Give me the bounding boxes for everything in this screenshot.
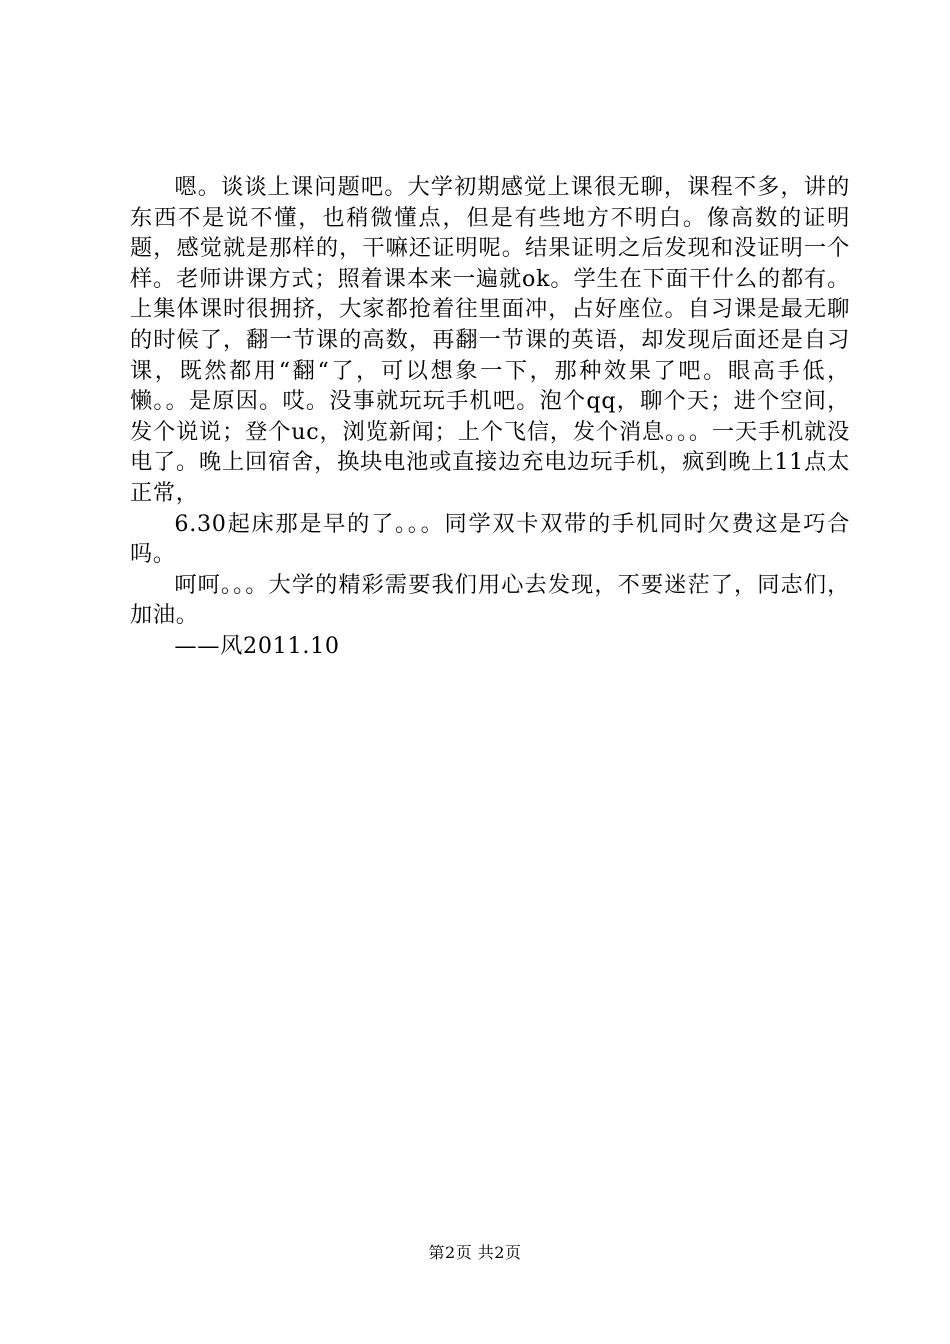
page-footer: 第2页 共2页 (428, 1243, 522, 1262)
paragraph-3: 呵呵。。。大学的精彩需要我们用心去发现，不要迷茫了，同志们，加油。 (130, 571, 850, 629)
document-body (130, 172, 850, 662)
paragraph-2: 6.30起床那是早的了。。。同学双卡双带的手机同时欠费这是巧合吗。 (130, 510, 850, 568)
signature-line: ——风2011.10 (174, 632, 340, 659)
paragraph-1: 嗯。谈谈上课问题吧。大学初期感觉上课很无聊，课程不多，讲的东西不是说不懂，也稍微懂点，但是有些地方不明白。像高数的证明题，感觉就是那样的，干嘛还证明呢。结果证明之后发现和没证明一个样。老师讲课方式；照着课本来一遍就ok。学生在下面干什么的都有。上集体课时很拥挤，大家都抢着往里面冲，占好座位。自习课是最无聊的时候了，翻一节课的高数，再翻一节课的英语，却发现后面还是自习课，既然都用“翻“了，可以想象一下，那种效果了吧。眼高手低，懒。。是原因。哎。没事就玩玩手机吧。泡个qq，聊个天；进个空间，发个说说；登个uc，浏览新闻；上个飞信，发个消息。。。一天手机就没电了。晚上回宿舍，换块电池或直接边充电边玩手机，疯到晚上11点太正常， (130, 174, 850, 506)
